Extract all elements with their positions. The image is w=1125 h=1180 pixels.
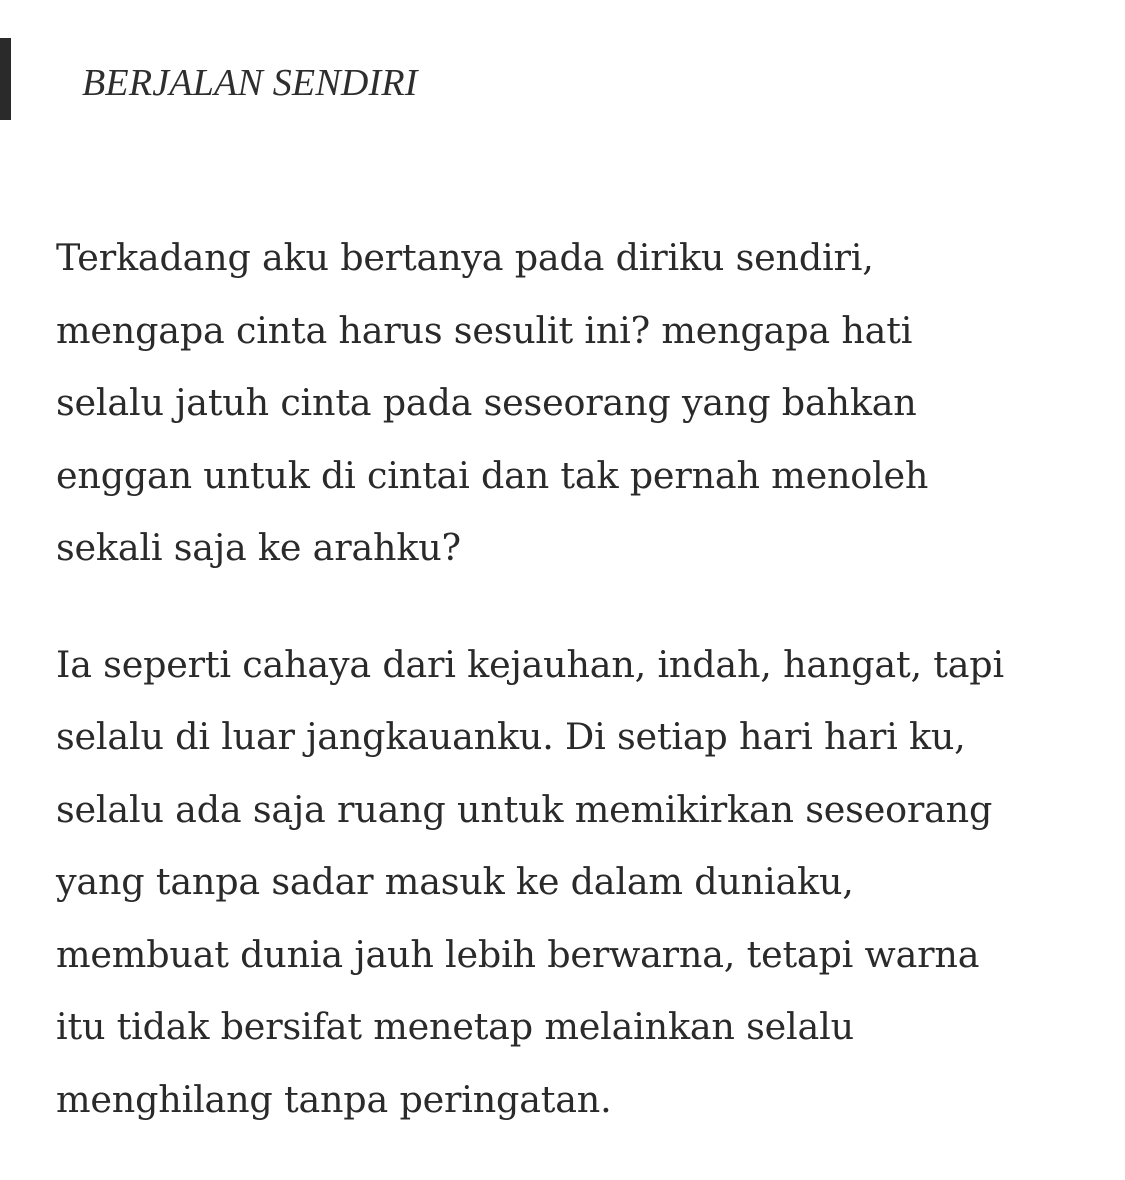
paragraph-line: selalu ada saja ruang untuk memikirkan seseorang [56, 787, 993, 831]
paragraph-line: Terkadang aku bertanya pada diriku sendiri, [56, 236, 874, 279]
article-title: BERJALAN SENDIRI [82, 62, 418, 104]
paragraph-2 [56, 629, 1096, 1137]
paragraph-line: selalu di luar jangkauanku. Di setiap hari hari ku, [56, 715, 966, 758]
paragraph-line: mengapa cinta harus sesulit ini? mengapa hati [56, 308, 913, 352]
paragraph-line: sekali saja ke arahku? [56, 526, 461, 569]
article-body [56, 222, 1096, 1180]
paragraph-line: itu tidak bersifat menetap melainkan selalu [56, 1005, 854, 1048]
paragraph-1 [56, 222, 1096, 585]
title-quote-bar [0, 38, 11, 120]
paragraph-line: enggan untuk di cintai dan tak pernah menoleh [56, 453, 929, 497]
paragraph-line: yang tanpa sadar masuk ke dalam duniaku, [56, 860, 854, 903]
paragraph-line: menghilang tanpa peringatan. [56, 1077, 612, 1121]
paragraph-line: membuat dunia jauh lebih berwarna, tetapi warna [56, 932, 980, 976]
paragraph-line: Ia seperti cahaya dari kejauhan, indah, hangat, tapi [56, 642, 1004, 686]
paragraph-line: selalu jatuh cinta pada seseorang yang bahkan [56, 381, 917, 424]
